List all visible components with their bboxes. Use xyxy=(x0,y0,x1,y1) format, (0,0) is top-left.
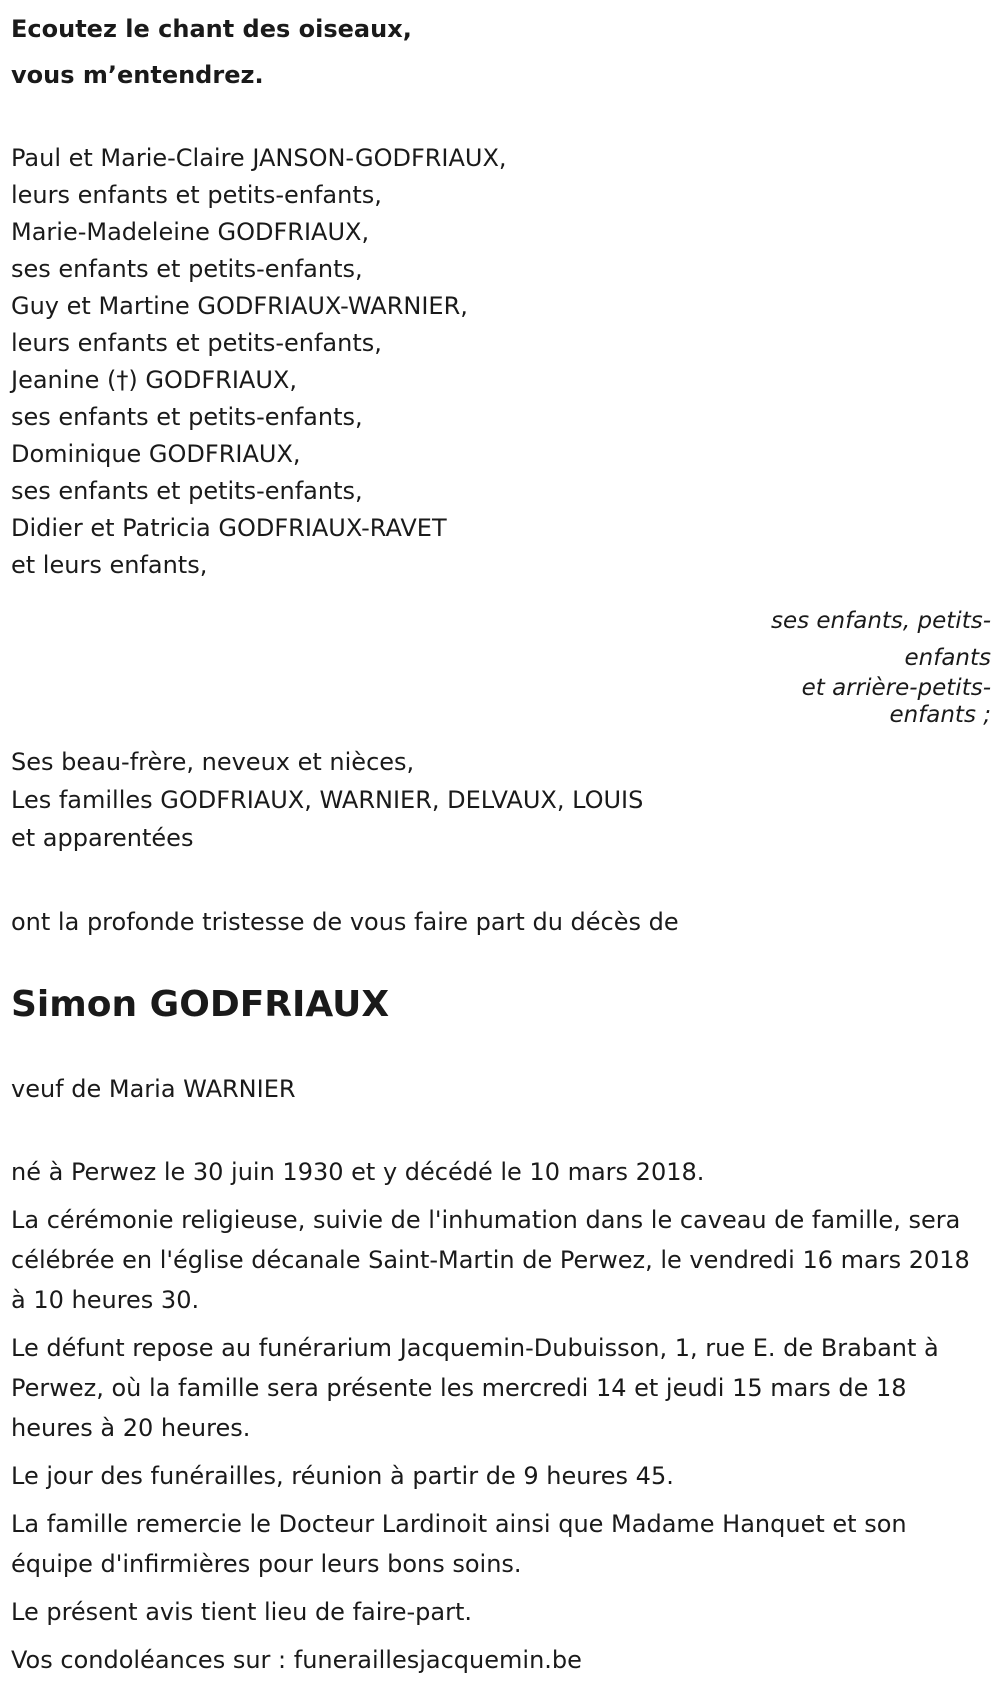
epigraph-line-1: Ecoutez le chant des oiseaux, xyxy=(11,15,412,43)
birth-death-dates: né à Perwez le 30 juin 1930 et y décédé le 10 mars 2018. xyxy=(11,1158,705,1186)
extended-family-line: et apparentées xyxy=(11,824,194,852)
family-line: leurs enfants et petits-enfants, xyxy=(11,181,382,209)
family-line: Didier et Patricia GODFRIAUX-RAVET xyxy=(11,514,447,542)
family-line: Marie-Madeleine GODFRIAUX, xyxy=(11,218,370,246)
family-line: Paul et Marie-Claire JANSON-GODFRIAUX, xyxy=(11,144,507,172)
notice-note: Le présent avis tient lieu de faire-part. xyxy=(11,1598,473,1626)
descendants-block xyxy=(731,604,991,730)
family-line: ses enfants et petits-enfants, xyxy=(11,403,363,431)
family-line: ses enfants et petits-enfants, xyxy=(11,477,363,505)
ceremony-info: La cérémonie religieuse, suivie de l'inhumation dans le caveau de famille, sera célébrée en l'église décanale Saint-Martin de Perwez, le vendredi 16 mars 2018 à 10 heures 30. xyxy=(11,1206,970,1314)
family-line: leurs enfants et petits-enfants, xyxy=(11,329,382,357)
descendants-line: et arrière-petits- xyxy=(801,675,991,701)
epigraph-line-2: vous m’entendrez. xyxy=(11,61,264,89)
extended-family-line: Ses beau-frère, neveux et nièces, xyxy=(11,748,415,776)
family-list xyxy=(11,140,507,584)
descendants-line: ses enfants, petits- xyxy=(770,608,991,634)
extended-family-line: Les familles GODFRIAUX, WARNIER, DELVAUX, LOUIS xyxy=(11,786,644,814)
deceased-name: Simon GODFRIAUX xyxy=(11,984,390,1025)
widow-of: veuf de Maria WARNIER xyxy=(11,1075,296,1103)
family-line: et leurs enfants, xyxy=(11,551,208,579)
extended-family-list xyxy=(11,743,643,857)
family-line: Dominique GODFRIAUX, xyxy=(11,440,301,468)
family-line: ses enfants et petits-enfants, xyxy=(11,255,363,283)
meeting-info: Le jour des funérailles, réunion à partir de 9 heures 45. xyxy=(11,1462,674,1490)
condolences-line: Vos condoléances sur : funeraillesjacquemin.be xyxy=(11,1646,582,1674)
thanks-note: La famille remercie le Docteur Lardinoit ainsi que Madame Hanquet et son équipe d'infirmières pour leurs bons soins. xyxy=(11,1510,907,1578)
funerarium-info: Le défunt repose au funérarium Jacquemin-Dubuisson, 1, rue E. de Brabant à Perwez, où la famille sera présente les mercredi 14 et jeudi 15 mars de 18 heures à 20 heures. xyxy=(11,1334,939,1442)
details-section xyxy=(11,1152,991,1688)
descendants-line: enfants ; xyxy=(889,702,991,728)
family-line: Jeanine (†) GODFRIAUX, xyxy=(11,366,297,394)
family-line: Guy et Martine GODFRIAUX-WARNIER, xyxy=(11,292,468,320)
announcement-intro: ont la profonde tristesse de vous faire part du décès de xyxy=(11,908,679,936)
descendants-line: enfants xyxy=(904,645,991,671)
